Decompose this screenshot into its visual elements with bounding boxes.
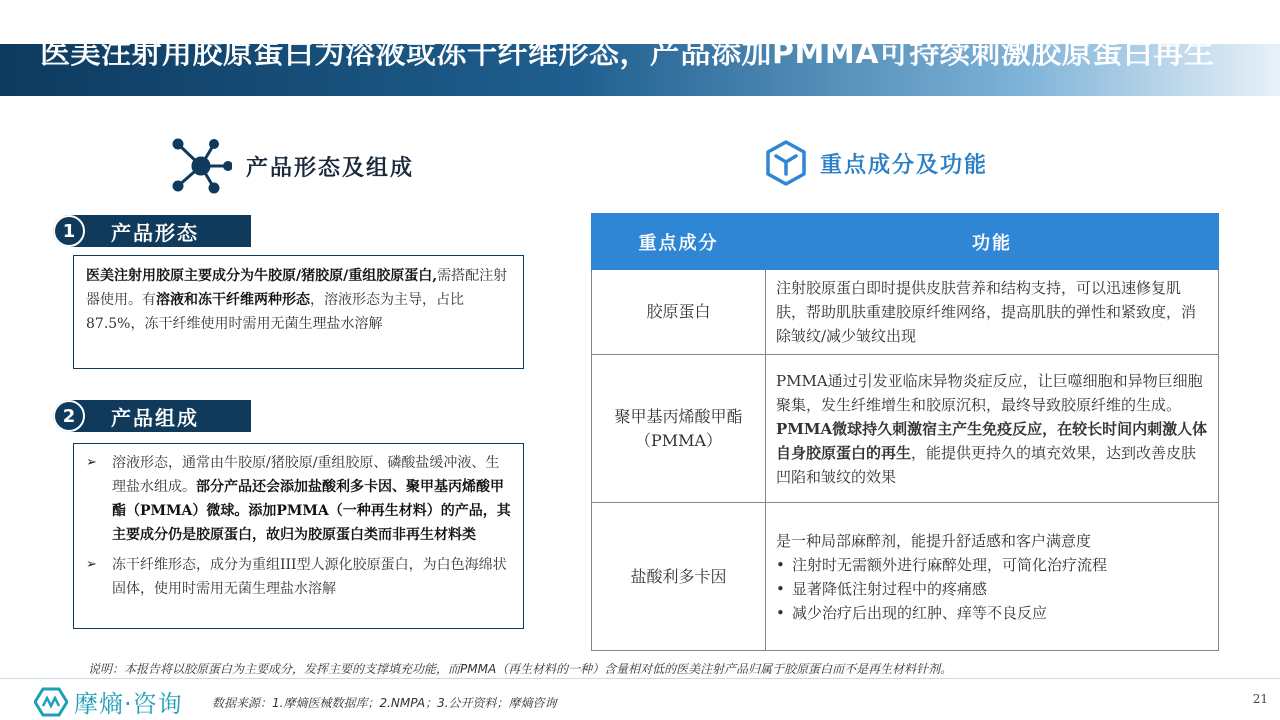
table-row [592, 503, 1219, 651]
product-form-label: 产品形态 [111, 220, 199, 245]
form-text-a: 需搭配注射器使用。有 [86, 268, 508, 308]
right-section-title: 重点成分及功能 [820, 151, 989, 178]
data-source: 数据来源：1.摩熵医械数据库；2.NMPA；3.公开资料；摩熵咨询 [212, 696, 557, 710]
row2-text-bold: PMMA微球持久刺激宿主产生免疫反应，在较长时间内刺激人体自身胶原蛋白的再生 [776, 419, 1208, 462]
arrow-bullet-icon: ➢ [86, 455, 97, 470]
product-form-box [73, 255, 524, 369]
product-composition-box [73, 443, 524, 629]
right-section-header [766, 140, 988, 186]
list-item [776, 601, 1208, 625]
table-row [592, 355, 1219, 503]
section-number: 1 [53, 215, 85, 247]
table-row [592, 270, 1219, 355]
ingredient-function: 注射胶原蛋白即时提供皮肤营养和结构支持，可以迅速修复肌肤，帮助肌肤重建胶原纤维网络，提高肌肤的弹性和紧致度，消除皱纹/减少皱纹出现 [766, 270, 1219, 355]
list-item-text: 注射时无需额外进行麻醉处理，可简化治疗流程 [792, 555, 1108, 574]
brand-name: 摩熵·咨询 [74, 690, 183, 718]
form-text-b: ，溶液形态为主导，占比87.5%，冻干纤维使用时需用无菌生理盐水溶解 [86, 292, 464, 332]
footnote: 说明：本报告将以胶原蛋白为主要成分，发挥主要的支撑填充功能，而PMMA（再生材料的一种）含量相对低的医美注射产品归属于胶原蛋白而不是再生材料针剂。 [88, 662, 953, 676]
list-item [776, 577, 1208, 601]
table-header-ingredient: 重点成分 [592, 214, 766, 270]
ingredient-function-table [591, 213, 1219, 651]
table-header-function: 功能 [766, 214, 1219, 270]
list-item [776, 553, 1208, 577]
ingredient-function [766, 503, 1219, 651]
table-header-row [592, 214, 1219, 270]
arrow-bullet-icon: ➢ [86, 557, 97, 572]
row2-text-a: PMMA通过引发亚临床异物炎症反应，让巨噬细胞和异物巨细胞聚集，发生纤维增生和胶原沉积，最终导致胶原纤维的生成。 [776, 371, 1203, 414]
product-form-header [53, 215, 251, 247]
row3-bullet-list [776, 553, 1208, 625]
section-number: 2 [53, 400, 85, 432]
bullet1-bold: 部分产品还会添加盐酸利多卡因、聚甲基丙烯酸甲酯（PMMA）微球。添加PMMA（一种再生材料）的产品，其主要成分仍是胶原蛋白，故归为胶原蛋白类而非再生材料类 [112, 479, 511, 543]
composition-bullet-2 [86, 553, 511, 601]
bullet-dot-icon: • [776, 555, 785, 574]
network-molecule-icon [170, 138, 232, 194]
composition-bullet-1 [86, 451, 511, 547]
left-section-title: 产品形态及组成 [246, 154, 415, 181]
row3-intro: 是一种局部麻醉剂，能提升舒适感和客户满意度 [776, 531, 1092, 550]
row2-text-b: ，能提供更持久的填充效果，达到改善皮肤凹陷和皱纹的效果 [776, 443, 1197, 486]
ingredient-name: 聚甲基丙烯酸甲酯（PMMA） [592, 355, 766, 503]
cube-icon [766, 140, 806, 186]
left-section-header [170, 138, 414, 194]
product-composition-label: 产品组成 [111, 405, 199, 430]
hexagon-logo-icon [34, 687, 68, 717]
list-item-text: 减少治疗后出现的红肿、痒等不良反应 [792, 603, 1048, 622]
ingredient-function [766, 355, 1219, 503]
bullet1-text: 溶液形态，通常由牛胶原/猪胶原/重组胶原、磷酸盐缓冲液、生理盐水组成。 [112, 455, 500, 495]
bullet2-text: 冻干纤维形态，成分为重组III型人源化胶原蛋白，为白色海绵状固体，使用时需用无菌生理盐水溶解 [112, 557, 507, 597]
product-composition-header [53, 400, 251, 432]
list-item-text: 显著降低注射过程中的疼痛感 [792, 579, 988, 598]
footer-divider [0, 678, 1280, 679]
form-text-bold2: 溶液和冻干纤维两种形态 [156, 292, 310, 308]
ingredient-name: 盐酸利多卡因 [592, 503, 766, 651]
ingredient-name: 胶原蛋白 [592, 270, 766, 355]
form-text-bold: 医美注射用胶原主要成分为牛胶原/猪胶原/重组胶原蛋白, [86, 268, 438, 284]
bullet-dot-icon: • [776, 603, 785, 622]
brand-logo [34, 684, 183, 719]
page-number: 21 [1252, 692, 1268, 706]
page-title: 医美注射用胶原蛋白为溶液或冻干纤维形态，产品添加PMMA可持续刺激胶原蛋白再生 [40, 36, 1215, 71]
bullet-dot-icon: • [776, 579, 785, 598]
